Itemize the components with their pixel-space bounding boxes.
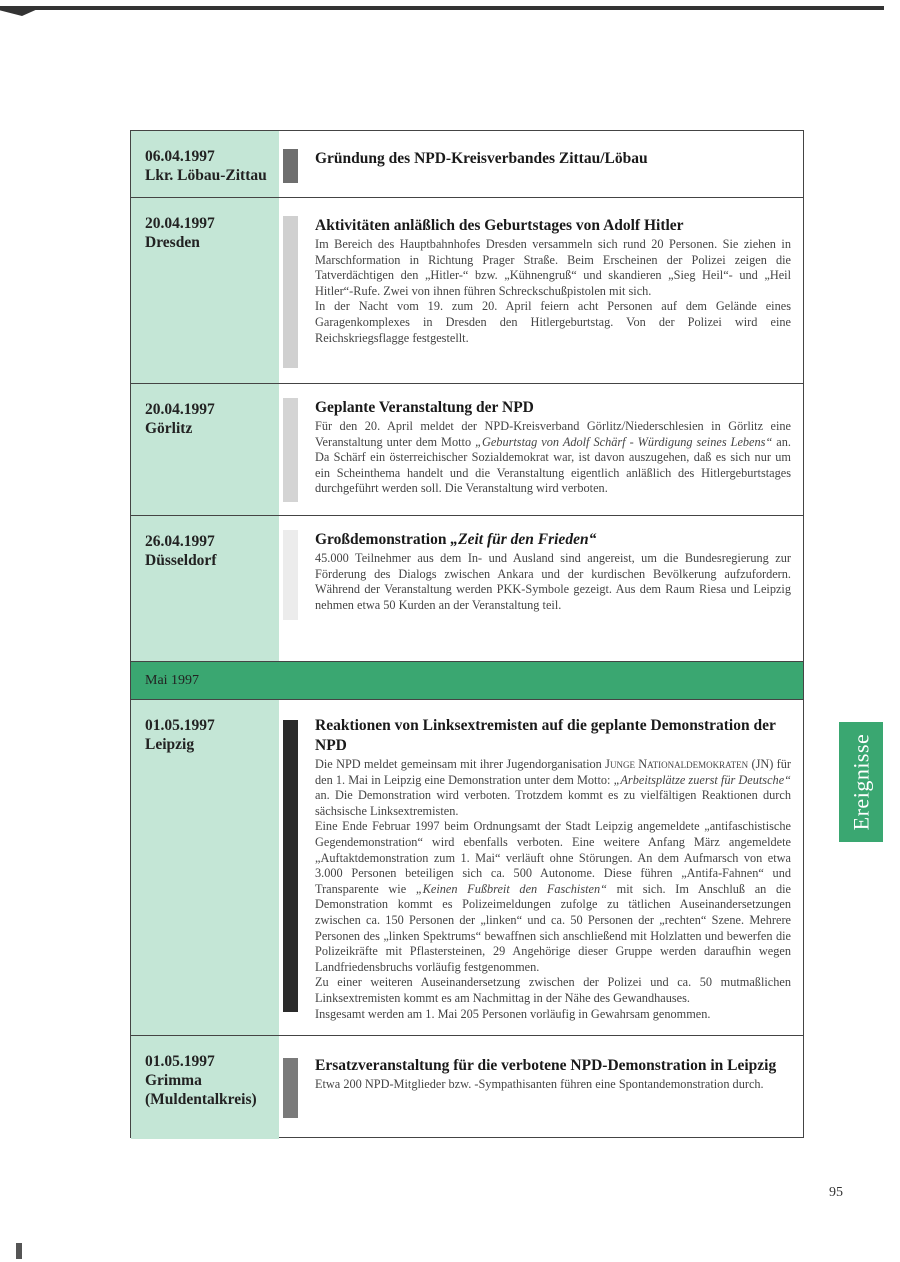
scan-mark <box>16 1243 22 1259</box>
event-content <box>315 398 791 497</box>
date-cell <box>131 1036 279 1139</box>
section-bar <box>283 149 298 183</box>
event-row <box>131 197 803 383</box>
event-title: Großdemonstration „Zeit für den Frieden“ <box>315 531 597 548</box>
section-bar <box>283 398 298 502</box>
event-paragraph: Zu einer weiteren Auseinandersetzung zwischen der Polizei und ca. 50 mutmaßlichen Linksextremisten kommt es am Nachmittag in der Nähe des Gewandhauses. <box>315 975 791 1005</box>
event-content <box>315 716 791 1022</box>
section-tab-label: Ereignisse <box>848 733 873 831</box>
event-paragraph: Die NPD meldet gemeinsam mit ihrer Jugendorganisation Junge Nationaldemokraten (JN) für den 1. Mai in Leipzig eine Demonstration unter dem Motto: „Arbeitsplätze zuerst für Deutsche“ an. Die Demonstration wird verboten. Trotzdem kommt es zu vielfältigen Reaktionen durch sächsische Linksextremisten. <box>315 757 791 818</box>
event-row <box>131 383 803 515</box>
month-header <box>131 661 803 699</box>
event-content <box>315 216 791 346</box>
date-cell <box>131 198 279 383</box>
top-rule <box>0 6 884 10</box>
page-number: 95 <box>829 1185 843 1200</box>
date-cell <box>131 700 279 1035</box>
section-tab <box>839 722 883 842</box>
event-paragraph: Eine Ende Februar 1997 beim Ordnungsamt der Stadt Leipzig angemeldete „antifaschistische Gegendemonstration“ wird ebenfalls verboten. Eine weitere Anfang März angemeldete „Auftaktdemonstration zum 1. Mai“ verläuft ohne Störungen. An dem Aufmarsch von etwa 3.000 Personen beteiligen sich ca. 500 Autonome. Diese führen „Antifa-Fahnen“ und Transparente wie „Keinen Fußbreit den Faschisten“ mit sich. Im Anschluß an die Demonstration kommt es Polizeimeldungen zufolge zu tätlichen Auseinandersetzungen zwischen ca. 150 Personen der „linken“ und ca. 50 Personen der „rechten“ Szene. Mehrere Personen des „linken Spektrums“ bewaffnen sich anschließend mit Holzlatten und bewerfen die Polizeikräfte mit Pflastersteinen, 29 Angehörige dieser Gruppe werden daraufhin wegen Landfriedensbruchs vorläufig festgenommen. <box>315 819 791 974</box>
event-table <box>130 130 804 1138</box>
section-bar <box>283 1058 298 1118</box>
event-paragraph: Für den 20. April meldet der NPD-Kreisverband Görlitz/Niederschlesien in Görlitz eine Veranstaltung unter dem Motto „Geburtstag von Adolf Schärf - Würdigung seines Lebens“ an. Da Schärf ein österreichischer Sozialdemokrat war, ist davon auszugehen, daß es sich nur um ein Scheinthema handelt und die Veranstaltung eigentlich anläßlich des Hitlergeburtstages durchgeführt werden soll. Die Veranstaltung wird verboten. <box>315 419 791 496</box>
event-title: Geplante Veranstaltung der NPD <box>315 399 534 416</box>
event-date: 01.05.1997 <box>145 717 215 734</box>
section-bar <box>283 530 298 620</box>
top-rule-ornament <box>0 8 40 16</box>
event-text <box>315 419 791 497</box>
date-cell <box>131 384 279 515</box>
event-date: 20.04.1997 <box>145 215 215 232</box>
section-bar <box>283 216 298 368</box>
event-date: 26.04.1997 <box>145 533 215 550</box>
date-cell <box>131 516 279 661</box>
event-paragraph: 45.000 Teilnehmer aus dem In- und Ausland sind angereist, um die Bundesregierung zur Förderung des Dialogs zwischen Ankara und der kurdischen Bevölkerung aufzufordern. Während der Veranstaltung werden PKK-Symbole gezeigt. Aus dem Raum Riesa und Leipzig nehmen etwa 50 Kurden an der Veranstaltung teil. <box>315 551 791 612</box>
month-label: Mai 1997 <box>145 673 200 688</box>
event-date: 01.05.1997 <box>145 1053 215 1070</box>
event-place: Görlitz <box>145 420 193 437</box>
event-place: Lkr. Löbau-Zittau <box>145 167 267 184</box>
event-place: Dresden <box>145 234 200 251</box>
event-text <box>315 757 791 1022</box>
event-paragraph: In der Nacht vom 19. zum 20. April feiern acht Personen auf dem Gelände eines Garagenkomplexes in Dresden den Hitlergeburtstag. Von der Polizei wird eine Reichskriegsflagge festgestellt. <box>315 299 791 345</box>
event-title: Ersatzveranstaltung für die verbotene NPD-Demonstration in Leipzig <box>315 1057 777 1074</box>
event-content <box>315 530 791 613</box>
event-paragraph: Insgesamt werden am 1. Mai 205 Personen vorläufig in Gewahrsam genommen. <box>315 1006 711 1021</box>
event-date: 06.04.1997 <box>145 148 215 165</box>
section-bar <box>283 720 298 1012</box>
date-cell <box>131 131 279 197</box>
event-date: 20.04.1997 <box>145 401 215 418</box>
event-text <box>315 551 791 613</box>
event-title: Aktivitäten anläßlich des Geburtstages von Adolf Hitler <box>315 217 684 234</box>
event-row <box>131 515 803 661</box>
event-paragraph: Im Bereich des Hauptbahnhofes Dresden versammeln sich rund 20 Personen. Sie ziehen in Marschformation in Richtung Prager Straße. Beim Erscheinen der Polizei zeigen die Tatverdächtigen den „Hitler-“ bzw. „Kühnengruß“ und skandieren „Sieg Heil“- und „Heil Hitler“-Rufe. Zwei von ihnen führen Schreckschußpistolen mit sich. <box>315 237 791 298</box>
event-row <box>131 699 803 1035</box>
event-content <box>315 149 791 169</box>
event-row <box>131 131 803 197</box>
event-row <box>131 1035 803 1139</box>
event-text <box>315 1077 791 1093</box>
event-content <box>315 1056 791 1093</box>
event-title: Gründung des NPD-Kreisverbandes Zittau/Löbau <box>315 150 648 167</box>
event-title: Reaktionen von Linksextremisten auf die geplante Demonstration der NPD <box>315 717 776 754</box>
event-place: Grimma (Muldentalkreis) <box>145 1072 257 1108</box>
event-text <box>315 237 791 346</box>
event-place: Leipzig <box>145 736 195 753</box>
event-paragraph: Etwa 200 NPD-Mitglieder bzw. -Sympathisanten führen eine Spontandemonstration durch. <box>315 1077 764 1091</box>
event-place: Düsseldorf <box>145 552 217 569</box>
